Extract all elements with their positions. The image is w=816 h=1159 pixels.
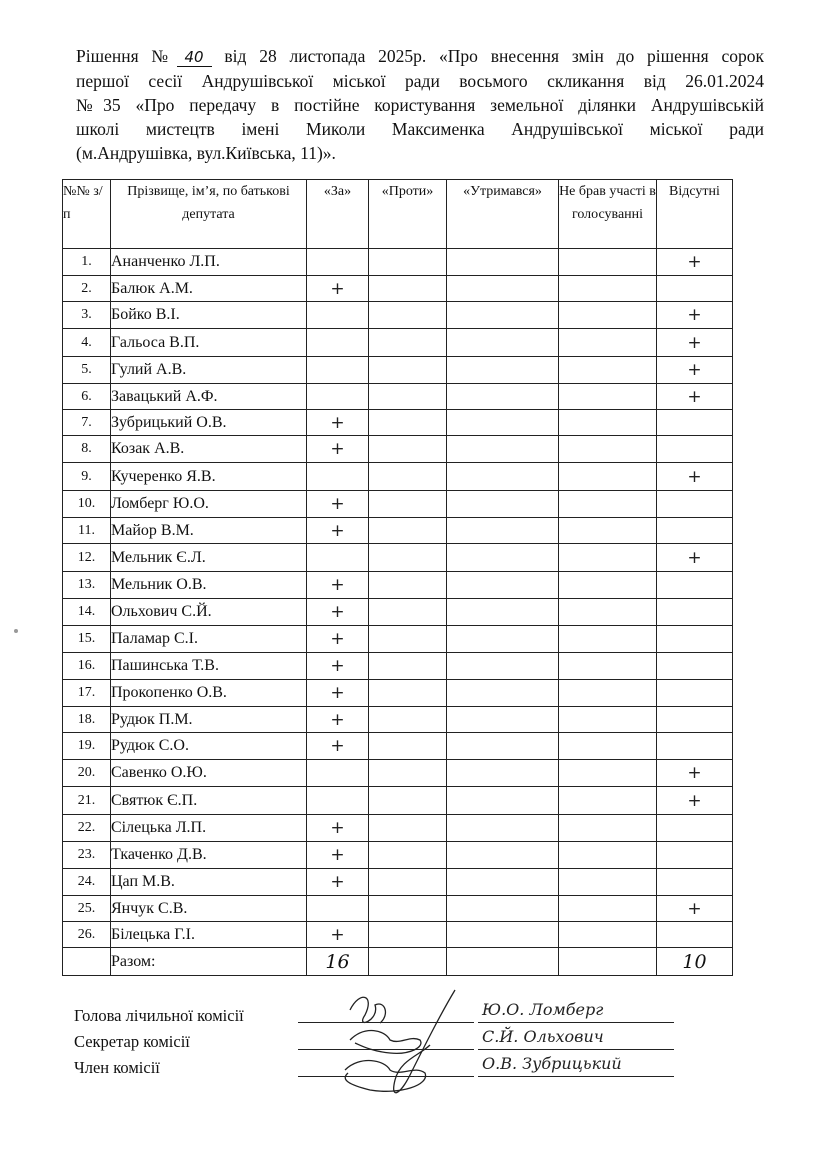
deputy-name: Ананченко Л.П.	[111, 249, 307, 276]
vote-mark: +	[687, 547, 702, 568]
vote-cell-for	[307, 276, 369, 302]
totals-row	[63, 948, 733, 976]
vote-cell-against	[369, 760, 447, 787]
signer-name-1: Ю.О. Ломберг	[482, 1000, 604, 1019]
table-header-row	[63, 180, 733, 249]
vote-cell-absent	[657, 599, 733, 626]
vote-cell-against	[369, 357, 447, 384]
row-number: 12.	[63, 544, 111, 572]
col-not-voted: Не брав участі в голосуванні	[559, 180, 657, 249]
table-row	[63, 491, 733, 518]
table-row	[63, 707, 733, 733]
vote-mark: +	[330, 709, 345, 730]
vote-cell-not_voted	[559, 707, 657, 733]
vote-cell-for	[307, 787, 369, 815]
table-row	[63, 922, 733, 948]
vote-cell-abstained	[447, 276, 559, 302]
vote-mark: +	[330, 575, 345, 595]
vote-cell-for	[307, 626, 369, 653]
vote-cell-absent	[657, 518, 733, 544]
total-absent: 10	[657, 948, 733, 976]
vote-cell-absent	[657, 896, 733, 922]
vote-mark: +	[330, 872, 345, 892]
row-number: 5.	[63, 357, 111, 384]
name-line-3	[478, 1076, 674, 1077]
table-row	[63, 463, 733, 491]
deputy-name: Гулий А.В.	[111, 357, 307, 384]
deputy-name: Рудюк С.О.	[111, 733, 307, 760]
vote-cell-absent	[657, 922, 733, 948]
title-prefix: Рішення №	[76, 46, 177, 66]
vote-mark: +	[330, 845, 345, 865]
total-not-voted	[559, 948, 657, 976]
vote-cell-for	[307, 922, 369, 948]
vote-cell-against	[369, 896, 447, 922]
vote-mark: +	[687, 360, 702, 380]
vote-cell-abstained	[447, 518, 559, 544]
title-line-4: школі мистецтв імені Миколи Максименка Андрушівської міської ради	[76, 119, 764, 139]
vote-cell-against	[369, 869, 447, 896]
vote-mark: +	[687, 386, 702, 407]
vote-cell-against	[369, 922, 447, 948]
vote-cell-absent	[657, 680, 733, 707]
vote-cell-for	[307, 491, 369, 518]
row-number: 22.	[63, 815, 111, 842]
vote-cell-absent	[657, 653, 733, 680]
vote-cell-absent	[657, 302, 733, 329]
totals-empty	[63, 948, 111, 976]
vote-cell-absent	[657, 572, 733, 599]
vote-cell-abstained	[447, 572, 559, 599]
vote-cell-against	[369, 653, 447, 680]
handwritten-signatures	[330, 985, 480, 1110]
title-line-3: №35 «Про передачу в постійне користування земельної ділянки Андрушівській	[76, 95, 764, 115]
table-row	[63, 357, 733, 384]
table-row	[63, 680, 733, 707]
table-row	[63, 626, 733, 653]
vote-cell-not_voted	[559, 544, 657, 572]
vote-cell-not_voted	[559, 357, 657, 384]
vote-cell-abstained	[447, 733, 559, 760]
deputy-name: Ткаченко Д.В.	[111, 842, 307, 869]
vote-mark: +	[330, 602, 345, 622]
vote-cell-against	[369, 410, 447, 436]
deputy-name: Прокопенко О.В.	[111, 680, 307, 707]
vote-cell-against	[369, 626, 447, 653]
vote-cell-abstained	[447, 249, 559, 276]
table-row	[63, 896, 733, 922]
table-row	[63, 384, 733, 410]
name-line-2	[478, 1049, 674, 1050]
vote-cell-for	[307, 653, 369, 680]
vote-cell-not_voted	[559, 572, 657, 599]
vote-cell-abstained	[447, 302, 559, 329]
table-row	[63, 249, 733, 276]
row-number: 26.	[63, 922, 111, 948]
deputy-name: Ольхович С.Й.	[111, 599, 307, 626]
voting-table	[62, 179, 733, 976]
vote-cell-abstained	[447, 815, 559, 842]
vote-cell-against	[369, 733, 447, 760]
role-chairman: Голова лічильної комісії	[74, 1006, 244, 1025]
deputy-name: Зубрицький О.В.	[111, 410, 307, 436]
title-line-5: (м.Андрушівка, вул.Київська, 11)».	[76, 143, 336, 163]
vote-cell-for	[307, 815, 369, 842]
vote-cell-abstained	[447, 357, 559, 384]
vote-cell-abstained	[447, 869, 559, 896]
vote-cell-absent	[657, 707, 733, 733]
vote-cell-absent	[657, 869, 733, 896]
col-for: «За»	[307, 180, 369, 249]
vote-cell-abstained	[447, 436, 559, 463]
vote-cell-against	[369, 384, 447, 410]
table-row	[63, 302, 733, 329]
vote-cell-abstained	[447, 384, 559, 410]
vote-mark: +	[330, 439, 345, 459]
table-row	[63, 544, 733, 572]
vote-cell-not_voted	[559, 653, 657, 680]
signature-scribble-3	[345, 1061, 426, 1092]
vote-cell-for	[307, 896, 369, 922]
vote-cell-abstained	[447, 544, 559, 572]
vote-mark: +	[330, 683, 345, 703]
vote-cell-abstained	[447, 626, 559, 653]
col-absent: Відсутні	[657, 180, 733, 249]
decision-title	[76, 44, 764, 165]
vote-cell-for	[307, 384, 369, 410]
vote-cell-against	[369, 329, 447, 357]
row-number: 4.	[63, 329, 111, 357]
vote-cell-for	[307, 302, 369, 329]
scan-speck	[14, 629, 18, 633]
vote-cell-abstained	[447, 707, 559, 733]
vote-mark: +	[330, 629, 345, 649]
total-against	[369, 948, 447, 976]
deputy-name: Мельник Є.Л.	[111, 544, 307, 572]
title-line-1	[76, 44, 764, 69]
vote-cell-abstained	[447, 922, 559, 948]
vote-cell-not_voted	[559, 518, 657, 544]
role-secretary: Секретар комісії	[74, 1032, 190, 1051]
vote-mark: +	[330, 278, 345, 299]
vote-cell-for	[307, 680, 369, 707]
vote-cell-for	[307, 869, 369, 896]
row-number: 16.	[63, 653, 111, 680]
title-line-1-rest: від 28 листопада 2025р. «Про внесення змін до рішення сорок	[224, 46, 764, 66]
vote-cell-not_voted	[559, 896, 657, 922]
vote-cell-not_voted	[559, 436, 657, 463]
table-row	[63, 436, 733, 463]
deputy-name: Савенко О.Ю.	[111, 760, 307, 787]
row-number: 3.	[63, 302, 111, 329]
signer-name-2: С.Й. Ольхович	[482, 1027, 604, 1046]
vote-cell-not_voted	[559, 787, 657, 815]
vote-cell-abstained	[447, 599, 559, 626]
vote-cell-for	[307, 518, 369, 544]
deputy-name: Сілецька Л.П.	[111, 815, 307, 842]
vote-cell-for	[307, 410, 369, 436]
table-row	[63, 572, 733, 599]
vote-cell-not_voted	[559, 815, 657, 842]
table-row	[63, 733, 733, 760]
row-number: 8.	[63, 436, 111, 463]
vote-cell-absent	[657, 384, 733, 410]
vote-cell-against	[369, 599, 447, 626]
vote-cell-absent	[657, 249, 733, 276]
vote-cell-not_voted	[559, 760, 657, 787]
vote-cell-not_voted	[559, 626, 657, 653]
deputy-name: Завацький А.Ф.	[111, 384, 307, 410]
vote-cell-absent	[657, 329, 733, 357]
deputy-name: Мельник О.В.	[111, 572, 307, 599]
vote-cell-absent	[657, 357, 733, 384]
row-number: 14.	[63, 599, 111, 626]
vote-cell-against	[369, 463, 447, 491]
row-number: 25.	[63, 896, 111, 922]
row-number: 6.	[63, 384, 111, 410]
vote-cell-against	[369, 787, 447, 815]
table-row	[63, 329, 733, 357]
vote-cell-for	[307, 544, 369, 572]
row-number: 20.	[63, 760, 111, 787]
vote-cell-not_voted	[559, 733, 657, 760]
name-line-1	[478, 1022, 674, 1023]
deputy-name: Паламар С.І.	[111, 626, 307, 653]
vote-cell-against	[369, 276, 447, 302]
deputy-name: Пашинська Т.В.	[111, 653, 307, 680]
vote-cell-for	[307, 842, 369, 869]
table-row	[63, 815, 733, 842]
vote-mark: +	[330, 656, 345, 676]
signature-stroke-long	[394, 990, 455, 1093]
vote-cell-not_voted	[559, 491, 657, 518]
col-number: №№ з/п	[63, 180, 111, 249]
deputy-name: Білецька Г.І.	[111, 922, 307, 948]
vote-cell-not_voted	[559, 384, 657, 410]
vote-cell-against	[369, 491, 447, 518]
vote-cell-against	[369, 572, 447, 599]
signature-block	[74, 1003, 244, 1081]
vote-mark: +	[330, 412, 345, 433]
vote-cell-absent	[657, 410, 733, 436]
vote-cell-absent	[657, 787, 733, 815]
vote-cell-against	[369, 518, 447, 544]
vote-cell-not_voted	[559, 463, 657, 491]
vote-mark: +	[687, 898, 702, 919]
vote-cell-not_voted	[559, 302, 657, 329]
vote-cell-abstained	[447, 329, 559, 357]
table-row	[63, 842, 733, 869]
vote-cell-not_voted	[559, 869, 657, 896]
vote-cell-absent	[657, 842, 733, 869]
signature-scribble-1	[350, 997, 385, 1023]
table-row	[63, 276, 733, 302]
table-row	[63, 760, 733, 787]
vote-cell-not_voted	[559, 329, 657, 357]
vote-cell-for	[307, 707, 369, 733]
vote-cell-for	[307, 357, 369, 384]
vote-cell-against	[369, 249, 447, 276]
signer-name-3: О.В. Зубрицький	[482, 1054, 622, 1073]
total-abstained	[447, 948, 559, 976]
deputy-name: Ломберг Ю.О.	[111, 491, 307, 518]
signature-scribble-2	[350, 1031, 421, 1054]
vote-cell-for	[307, 572, 369, 599]
role-member: Член комісії	[74, 1058, 160, 1077]
vote-cell-abstained	[447, 896, 559, 922]
row-number: 23.	[63, 842, 111, 869]
table-body	[63, 249, 733, 976]
row-number: 24.	[63, 869, 111, 896]
vote-cell-against	[369, 680, 447, 707]
vote-mark: +	[330, 494, 345, 514]
table-row	[63, 518, 733, 544]
vote-mark: +	[687, 466, 702, 487]
row-number: 7.	[63, 410, 111, 436]
vote-cell-absent	[657, 463, 733, 491]
row-number: 13.	[63, 572, 111, 599]
vote-cell-against	[369, 707, 447, 733]
vote-mark: +	[687, 790, 702, 811]
decision-number: 40	[177, 48, 212, 67]
table-row	[63, 787, 733, 815]
deputy-name: Балюк А.М.	[111, 276, 307, 302]
vote-cell-not_voted	[559, 680, 657, 707]
vote-cell-not_voted	[559, 599, 657, 626]
vote-cell-abstained	[447, 410, 559, 436]
vote-cell-abstained	[447, 680, 559, 707]
vote-cell-for	[307, 463, 369, 491]
vote-cell-abstained	[447, 842, 559, 869]
table-row	[63, 599, 733, 626]
row-number: 1.	[63, 249, 111, 276]
total-for: 16	[307, 948, 369, 976]
vote-cell-not_voted	[559, 922, 657, 948]
deputy-name: Гальоса В.П.	[111, 329, 307, 357]
col-against: «Проти»	[369, 180, 447, 249]
row-number: 11.	[63, 518, 111, 544]
vote-cell-absent	[657, 815, 733, 842]
row-number: 9.	[63, 463, 111, 491]
table-row	[63, 653, 733, 680]
title-line-2: першої сесії Андрушівської міської ради восьмого скликання від 26.01.2024	[76, 71, 764, 91]
row-number: 2.	[63, 276, 111, 302]
vote-cell-against	[369, 544, 447, 572]
vote-cell-for	[307, 599, 369, 626]
vote-mark: +	[687, 332, 702, 353]
totals-label: Разом:	[111, 948, 307, 976]
vote-mark: +	[330, 736, 345, 756]
vote-cell-abstained	[447, 463, 559, 491]
vote-cell-abstained	[447, 760, 559, 787]
vote-cell-not_voted	[559, 249, 657, 276]
vote-cell-not_voted	[559, 842, 657, 869]
vote-mark: +	[330, 924, 345, 945]
vote-cell-absent	[657, 491, 733, 518]
col-abstained: «Утримався»	[447, 180, 559, 249]
deputy-name: Бойко В.І.	[111, 302, 307, 329]
col-name: Прізвище, ім’я, по батькові депутата	[111, 180, 307, 249]
table-row	[63, 869, 733, 896]
vote-cell-for	[307, 436, 369, 463]
vote-cell-abstained	[447, 653, 559, 680]
vote-mark: +	[687, 305, 702, 325]
row-number: 18.	[63, 707, 111, 733]
vote-mark: +	[330, 520, 345, 541]
vote-cell-absent	[657, 276, 733, 302]
vote-cell-for	[307, 329, 369, 357]
vote-cell-against	[369, 436, 447, 463]
vote-cell-against	[369, 842, 447, 869]
vote-cell-absent	[657, 544, 733, 572]
vote-cell-not_voted	[559, 276, 657, 302]
deputy-name: Рудюк П.М.	[111, 707, 307, 733]
deputy-name: Янчук С.В.	[111, 896, 307, 922]
row-number: 19.	[63, 733, 111, 760]
vote-cell-absent	[657, 733, 733, 760]
row-number: 15.	[63, 626, 111, 653]
deputy-name: Святюк Є.П.	[111, 787, 307, 815]
vote-cell-against	[369, 815, 447, 842]
vote-cell-absent	[657, 760, 733, 787]
vote-cell-for	[307, 760, 369, 787]
vote-cell-not_voted	[559, 410, 657, 436]
vote-mark: +	[687, 252, 702, 272]
vote-cell-for	[307, 733, 369, 760]
deputy-name: Кучеренко Я.В.	[111, 463, 307, 491]
vote-mark: +	[687, 763, 702, 783]
vote-cell-against	[369, 302, 447, 329]
deputy-name: Майор В.М.	[111, 518, 307, 544]
vote-cell-abstained	[447, 787, 559, 815]
vote-mark: +	[330, 818, 345, 838]
deputy-name: Цап М.В.	[111, 869, 307, 896]
table-row	[63, 410, 733, 436]
vote-cell-absent	[657, 436, 733, 463]
deputy-name: Козак А.В.	[111, 436, 307, 463]
vote-cell-abstained	[447, 491, 559, 518]
vote-cell-absent	[657, 626, 733, 653]
vote-cell-for	[307, 249, 369, 276]
row-number: 17.	[63, 680, 111, 707]
row-number: 21.	[63, 787, 111, 815]
row-number: 10.	[63, 491, 111, 518]
